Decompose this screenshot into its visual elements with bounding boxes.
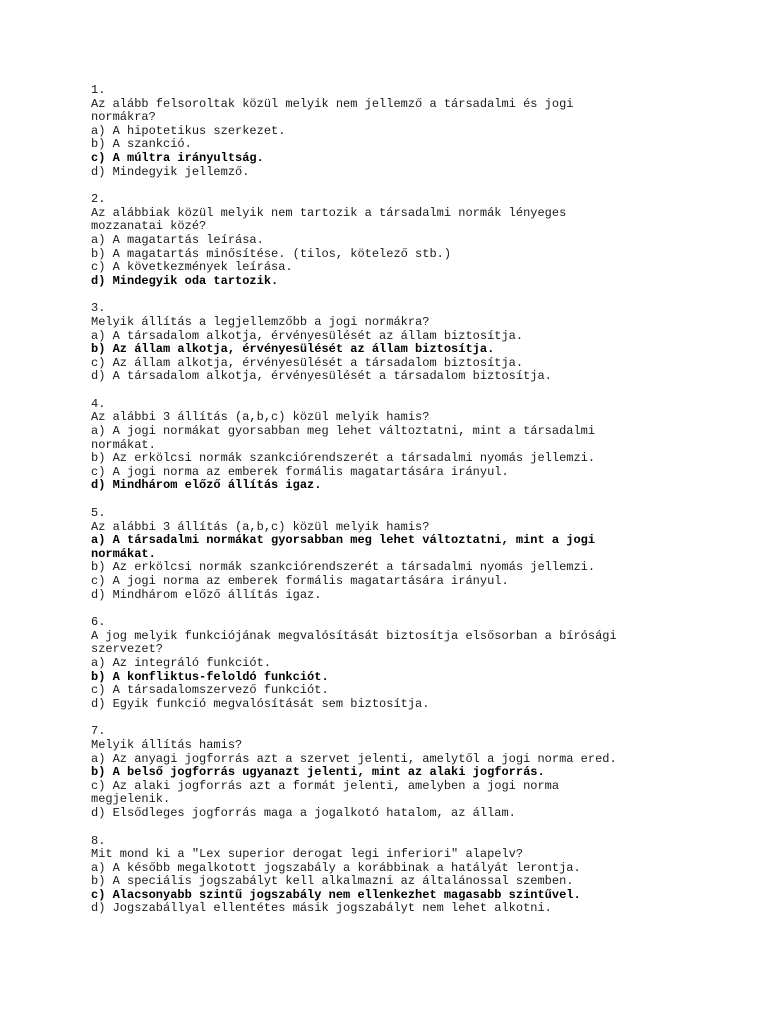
- answer-option: d) Mindhárom előző állítás igaz.: [91, 587, 322, 602]
- answer-option: normákat.: [91, 437, 156, 452]
- answer-option: a) A később megalkotott jogszabály a korábbinak a hatályát lerontja.: [91, 860, 581, 875]
- answer-option: d) Egyik funkció megvalósítását sem biztosítja.: [91, 696, 430, 711]
- question-number: 3.: [91, 301, 106, 316]
- question-prompt: Az alábbiak közül melyik nem tartozik a társadalmi normák lényeges: [91, 205, 567, 220]
- answer-option-correct: c) A múltra irányultság.: [91, 150, 264, 165]
- question-prompt: szervezet?: [91, 642, 164, 657]
- answer-option: a) A társadalom alkotja, érvényesülését az állam biztosítja.: [91, 328, 524, 343]
- question-prompt: Melyik állítás hamis?: [91, 737, 243, 752]
- answer-option: c) A jogi norma az emberek formális magatartására irányul.: [91, 574, 509, 588]
- answer-option: a) A jogi normákat gyorsabban meg lehet változtatni, mint a társadalmi: [91, 424, 596, 439]
- answer-option: d) Jogszabállyal ellentétes másik jogszabályt nem lehet alkotni.: [91, 901, 552, 916]
- question-prompt: normákra?: [91, 110, 156, 125]
- answer-option: c) A társadalomszervező funkciót.: [91, 683, 329, 698]
- question-prompt: Az alábbi 3 állítás (a,b,c) közül melyik hamis?: [91, 519, 430, 534]
- question-number: 7.: [91, 724, 106, 739]
- question-prompt: Az alább felsoroltak közül melyik nem jellemző a társadalmi és jogi: [91, 96, 574, 111]
- answer-option: d) Elsődleges jogforrás maga a jogalkotó hatalom, az állam.: [91, 805, 516, 820]
- answer-option: b) A speciális jogszabályt kell alkalmazni az általánossal szemben.: [91, 874, 574, 889]
- answer-option-correct: b) A konfliktus-feloldó funkciót.: [91, 669, 329, 684]
- question-block: [91, 616, 751, 711]
- question-number: 6.: [91, 615, 106, 630]
- answer-option-correct: d) Mindegyik oda tartozik.: [91, 273, 279, 288]
- question-prompt: Az alábbi 3 állítás (a,b,c) közül melyik hamis?: [91, 410, 430, 425]
- answer-option: c) A jogi norma az emberek formális magatartására irányul.: [91, 464, 509, 479]
- question-number: 5.: [91, 506, 106, 521]
- question-block: [91, 193, 751, 288]
- question-block: [91, 84, 751, 179]
- answer-option: b) Az erkölcsi normák szankciórendszerét a társadalmi nyomás jellemzi.: [91, 560, 596, 575]
- answer-option: b) A szankció.: [91, 137, 192, 152]
- answer-option: a) Az anyagi jogforrás azt a szervet jelenti, amelytől a jogi norma ered.: [91, 751, 617, 766]
- question-prompt: Mit mond ki a "Lex superior derogat legi inferiori" alapelv?: [91, 847, 524, 862]
- question-number: 4.: [91, 396, 106, 411]
- answer-option-correct: normákat.: [91, 546, 156, 561]
- question-block: [91, 302, 751, 384]
- answer-option-correct: c) Alacsonyabb szintű jogszabály nem ellenkezhet magasabb szintűvel.: [91, 887, 581, 902]
- answer-option: d) A társadalom alkotja, érvényesülését a társadalom biztosítja.: [91, 369, 552, 384]
- answer-option-correct: b) A belső jogforrás ugyanazt jelenti, mint az alaki jogforrás.: [91, 765, 545, 780]
- answer-option: b) Az erkölcsi normák szankciórendszerét a társadalmi nyomás jellemzi.: [91, 451, 596, 466]
- answer-option: a) A magatartás leírása.: [91, 232, 264, 247]
- question-number: 2.: [91, 192, 106, 207]
- question-number: 8.: [91, 833, 106, 848]
- answer-option-correct: a) A társadalmi normákat gyorsabban meg lehet változtatni, mint a jogi: [91, 533, 596, 548]
- question-prompt: Melyik állítás a legjellemzőbb a jogi normákra?: [91, 314, 430, 329]
- answer-option: c) Az állam alkotja, érvényesülését a társadalom biztosítja.: [91, 355, 524, 370]
- question-number: 1.: [91, 83, 106, 97]
- question-prompt: mozzanatai közé?: [91, 219, 207, 234]
- question-block: [91, 835, 751, 917]
- question-block: [91, 725, 751, 820]
- answer-option: megjelenik.: [91, 792, 171, 807]
- answer-option-correct: b) Az állam alkotja, érvényesülését az állam biztosítja.: [91, 342, 495, 357]
- answer-option: b) A magatartás minősítése. (tilos, kötelező stb.): [91, 246, 452, 261]
- answer-option: c) Az alaki jogforrás azt a formát jelenti, amelyben a jogi norma: [91, 778, 560, 793]
- question-block: [91, 398, 751, 493]
- answer-option: d) Mindegyik jellemző.: [91, 164, 250, 179]
- answer-option: c) A következmények leírása.: [91, 260, 293, 275]
- question-prompt: A jog melyik funkciójának megvalósítását biztosítja elsősorban a bírósági: [91, 628, 617, 643]
- quiz-document: [91, 84, 751, 930]
- answer-option-correct: d) Mindhárom előző állítás igaz.: [91, 478, 322, 493]
- question-block: [91, 507, 751, 602]
- answer-option: a) A hipotetikus szerkezet.: [91, 123, 286, 138]
- answer-option: a) Az integráló funkciót.: [91, 655, 272, 670]
